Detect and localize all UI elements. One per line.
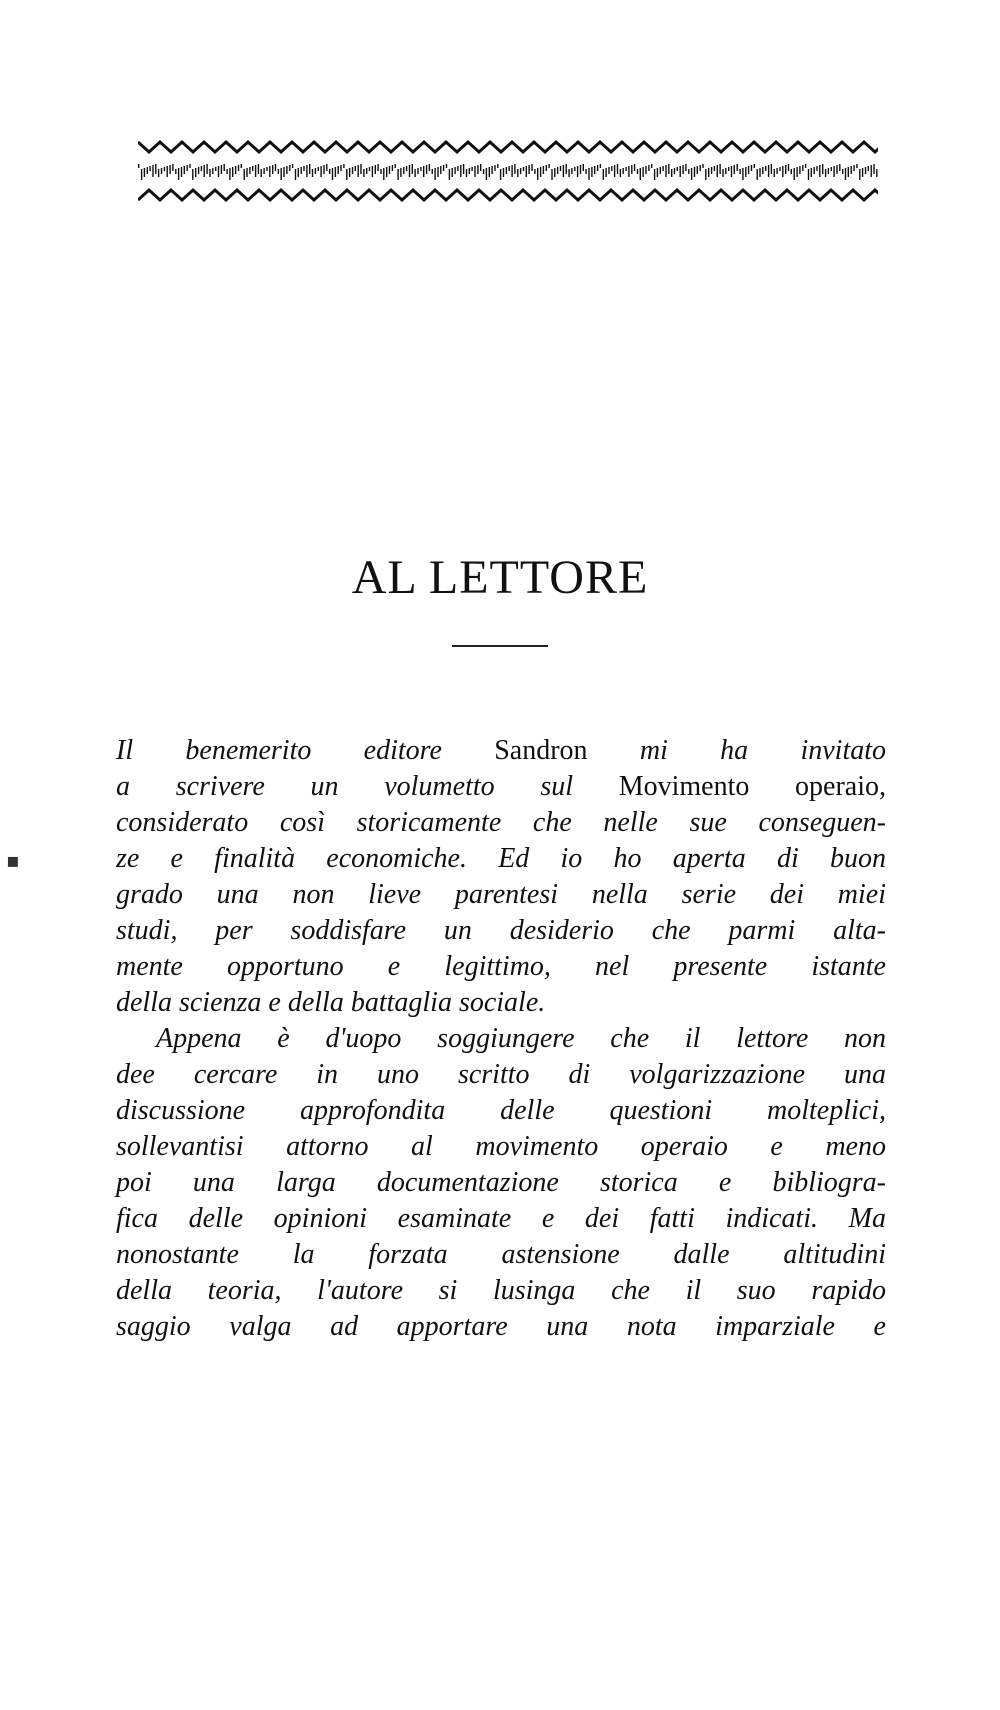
text-line	[116, 1093, 886, 1129]
italic-text: della teoria, l'autore si lusinga che il suo rapido	[116, 1275, 886, 1306]
italic-text: della scienza e della battaglia sociale.	[116, 987, 546, 1018]
italic-text: Il benemerito editore	[116, 735, 495, 766]
italic-text: grado una non lieve parentesi nella serie dei miei	[116, 879, 886, 910]
title-rule	[452, 645, 548, 647]
italic-text: discussione approfondita delle questioni molteplici,	[116, 1095, 886, 1126]
italic-text: dee cercare in uno scritto di volgarizzazione una	[116, 1059, 886, 1090]
page-title: AL LETTORE	[351, 551, 649, 604]
italic-text: nonostante la forzata astensione dalle altitudini	[116, 1239, 886, 1270]
ornamental-header-band	[138, 138, 878, 210]
text-line	[116, 949, 886, 985]
italic-text: ze e finalità economiche. Ed io ho aperta di buon	[116, 843, 886, 874]
text-line	[116, 733, 886, 769]
italic-text: mente opportuno e legittimo, nel presente istante	[116, 951, 886, 982]
margin-specks: ▪	[6, 848, 20, 872]
italic-text: fica delle opinioni esaminate e dei fatti indicati. Ma	[116, 1203, 886, 1234]
text-line	[116, 1201, 886, 1237]
italic-text: considerato così storicamente che nelle sue conseguen-	[116, 807, 886, 838]
italic-text: sollevantisi attorno al movimento operaio e meno	[116, 1131, 886, 1162]
text-line	[116, 769, 886, 805]
text-line	[116, 805, 886, 841]
text-line	[116, 877, 886, 913]
text-line	[116, 1129, 886, 1165]
text-line	[116, 841, 886, 877]
text-line	[116, 1237, 886, 1273]
italic-text: a scrivere un volumetto sul	[116, 771, 619, 802]
roman-text: Movimento operaio,	[618, 771, 886, 802]
italic-text: Appena è d'uopo soggiungere che il lettore non	[156, 1023, 886, 1054]
text-line	[116, 1021, 886, 1057]
body-text	[116, 733, 886, 1345]
text-line	[116, 1057, 886, 1093]
text-line	[116, 985, 886, 1021]
italic-text: saggio valga ad apportare una nota imparziale e	[116, 1311, 886, 1342]
text-line	[116, 1165, 886, 1201]
text-line	[116, 1273, 886, 1309]
italic-text: studi, per soddisfare un desiderio che parmi alta-	[116, 915, 886, 946]
text-line	[116, 913, 886, 949]
roman-text: Sandron	[494, 735, 588, 766]
italic-text: poi una larga documentazione storica e bibliogra-	[116, 1167, 886, 1198]
italic-text: mi ha invitato	[587, 735, 886, 766]
text-line	[116, 1309, 886, 1345]
